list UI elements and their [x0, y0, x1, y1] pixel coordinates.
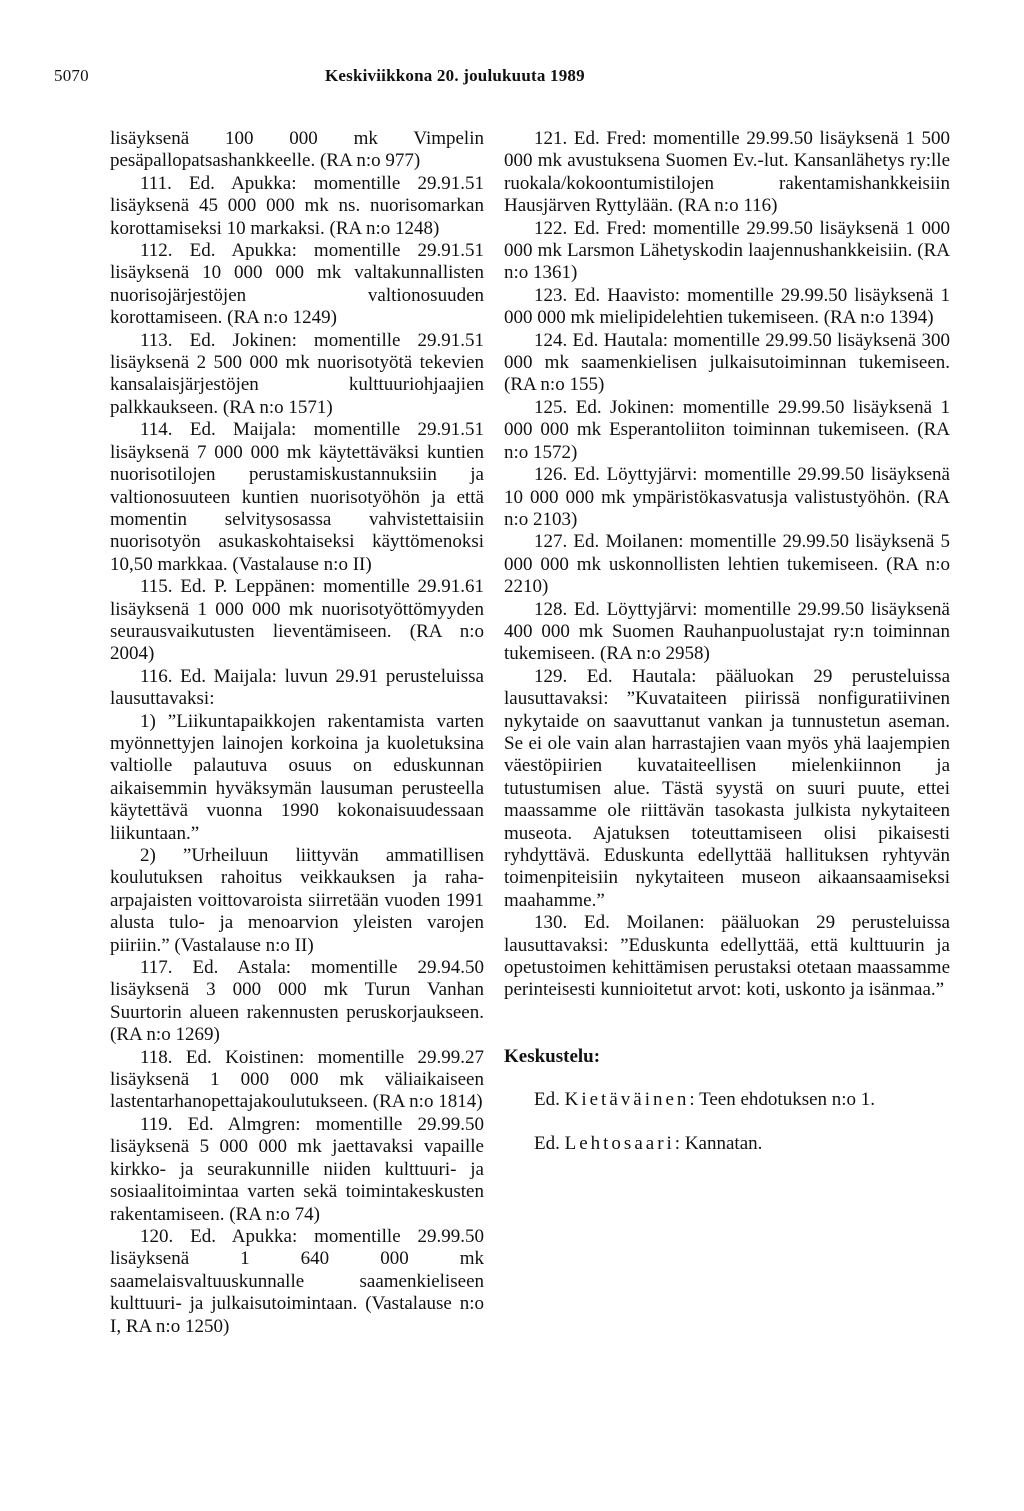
motion-paragraph: 112. Ed. Apukka: momentille 29.91.51 lisäyksenä 10 000 000 mk valtakunnallisten nuorisojärjestöjen valtionosuuden korottamiseen. (RA n:o 1249) — [110, 240, 484, 329]
speaker-name: Kietäväinen — [564, 1089, 690, 1111]
motion-paragraph: lisäyksenä 100 000 mk Vimpelin pesäpallopatsashankkeelle. (RA n:o 977) — [110, 128, 484, 172]
speech-entry — [504, 1133, 950, 1155]
motion-paragraph: 127. Ed. Moilanen: momentille 29.99.50 lisäyksenä 5 000 000 mk uskonnollisten lehtien tukemiseen. (RA n:o 2210) — [504, 531, 950, 598]
motion-paragraph: 119. Ed. Almgren: momentille 29.99.50 lisäyksenä 5 000 000 mk jaettavaksi vapaille kirkko- ja seurakunnille niiden kulttuuri- ja sosiaalitoimintaa varten sekä toimintakeskusten rakentamiseen. (RA n:o 74) — [110, 1113, 484, 1225]
motion-paragraph: 121. Ed. Fred: momentille 29.99.50 lisäyksenä 1 500 000 mk avustuksena Suomen Ev.-lut. Kansanlähetys ry:lle ruokala/kokoontumistilojen rakentamishankkeisiin Hausjärven Ryttylään. (RA n:o 116) — [504, 128, 950, 217]
discussion-heading: Keskustelu: — [504, 1045, 601, 1067]
right-column — [504, 128, 950, 1155]
motion-paragraph: 124. Ed. Hautala: momentille 29.99.50 lisäyksenä 300 000 mk saamenkielisen julkaisutoiminnan tukemiseen. (RA n:o 155) — [504, 329, 950, 396]
motion-paragraph: 123. Ed. Haavisto: momentille 29.99.50 lisäyksenä 1 000 000 mk mielipidelehtien tukemiseen. (RA n:o 1394) — [504, 284, 950, 329]
motion-paragraph: 111. Ed. Apukka: momentille 29.91.51 lisäyksenä 45 000 000 mk ns. nuorisomarkan korottamiseksi 10 markaksi. (RA n:o 1248) — [110, 172, 484, 239]
left-column — [110, 128, 484, 1338]
page-header — [54, 66, 984, 94]
speech-text: : Teen ehdotuksen n:o 1. — [689, 1089, 876, 1111]
motion-paragraph: 117. Ed. Astala: momentille 29.94.50 lisäyksenä 3 000 000 mk Turun Vanhan Suurtorin alueen rakennusten peruskorjaukseen. (RA n:o 1269) — [110, 957, 484, 1046]
motion-paragraph: 116. Ed. Maijala: luvun 29.91 perusteluissa lausuttavaksi: — [110, 665, 484, 710]
motion-paragraph: 128. Ed. Löyttyjärvi: momentille 29.99.50 lisäyksenä 400 000 mk Suomen Rauhanpuolustajat ry:n toiminnan tukemiseen. (RA n:o 2958) — [504, 598, 950, 665]
speech-prefix: Ed. — [534, 1132, 565, 1154]
motion-paragraph: 129. Ed. Hautala: pääluokan 29 perusteluissa lausuttavaksi: ”Kuvataiteen piirissä nonfiguratiivinen nykytaide on saavuttanut vankan ja tunnustetun aseman. Se ei ole vain alan harrastajien vaan myös yhä laajempien väestöpiirien kuvataiteellisen mielenkiinnon ja tutustumisen alue. Tästä syystä on suuri puute, ettei maassamme ole riittävän tasokasta julkista nykytaiteen museota. Ajatuksen toteuttamiseen olisi pikaisesti ryhdyttävä. Eduskunta edellyttää hallituksen ryhtyvän toimenpiteisiin nykytaiteen museon aikaansaamiseksi maahamme.” — [504, 665, 950, 911]
motion-paragraph: 126. Ed. Löyttyjärvi: momentille 29.99.50 lisäyksenä 10 000 000 mk ympäristökasvatusja valistustyöhön. (RA n:o 2103) — [504, 464, 950, 530]
page-number: 5070 — [54, 66, 89, 85]
motion-paragraph: 130. Ed. Moilanen: pääluokan 29 perusteluissa lausuttavaksi: ”Eduskunta edellyttää, että kulttuurin ja opetustoimen kehittämisen perustaksi otetaan maassamme perinteisesti kunnioitetut arvot: koti, uskonto ja isänmaa.” — [504, 912, 950, 1001]
motion-paragraph: 113. Ed. Jokinen: momentille 29.91.51 lisäyksenä 2 500 000 mk nuorisotyötä tekevien kansalaisjärjestöjen kulttuuriohjaajien palkkaukseen. (RA n:o 1571) — [110, 329, 484, 418]
motion-paragraph: 2) ”Urheiluun liittyvän ammatillisen koulutuksen rahoitus veikkauksen ja raha-arpajaisten voittovaroista siirretään vuoden 1991 alusta tulo- ja menoarvion yleisten varojen piiriin.” (Vastalause n:o II) — [110, 845, 484, 956]
speaker-name: Lehtosaari — [564, 1132, 675, 1154]
motion-paragraph: 118. Ed. Koistinen: momentille 29.99.27 lisäyksenä 1 000 000 mk väliaikaiseen lastentarhanopettajakoulutukseen. (RA n:o 1814) — [110, 1046, 484, 1113]
running-head: Keskiviikkona 20. joulukuuta 1989 — [325, 66, 585, 85]
motion-paragraph: 114. Ed. Maijala: momentille 29.91.51 lisäyksenä 7 000 000 mk käytettäväksi kuntien nuorisotilojen perustamiskustannuksiin ja valtionosuuteen kuntien nuorisotyöhön ja että momentin selvitysosassa vahvistettaisiin nuorisotyön asukaskohtaiseksi käyttömenoksi 10,50 markkaa. (Vastalause n:o II) — [110, 419, 484, 575]
motion-paragraph: 1) ”Liikuntapaikkojen rakentamista varten myönnettyjen lainojen korkoina ja kuoletuksina valtiolle palautuva osuus on eduskunnan aikaisemmin hyväksymän lausuman perusteella käytettävä vuonna 1990 kokonaisuudessaan liikuntaan.” — [110, 710, 484, 844]
right-column-items — [504, 128, 950, 1002]
motion-paragraph: 125. Ed. Jokinen: momentille 29.99.50 lisäyksenä 1 000 000 mk Esperantoliiton toiminnan tukemiseen. (RA n:o 1572) — [504, 396, 950, 463]
motion-paragraph: 120. Ed. Apukka: momentille 29.99.50 lisäyksenä 1 640 000 mk saamelaisvaltuuskunnalle saamenkieliseen kulttuuri- ja julkaisutoimintaan. (Vastalause n:o I, RA n:o 1250) — [110, 1225, 484, 1337]
speech-prefix: Ed. — [534, 1089, 565, 1111]
motion-paragraph: 115. Ed. P. Leppänen: momentille 29.91.61 lisäyksenä 1 000 000 mk nuorisotyöttömyyden seurausvaikutusten lieventämiseen. (RA n:o 2004) — [110, 576, 484, 665]
speech-text: : Kannatan. — [674, 1132, 763, 1154]
motion-paragraph: 122. Ed. Fred: momentille 29.99.50 lisäyksenä 1 000 000 mk Larsmon Lähetyskodin laajennushankkeisiin. (RA n:o 1361) — [504, 217, 950, 284]
speech-entry — [504, 1089, 950, 1111]
